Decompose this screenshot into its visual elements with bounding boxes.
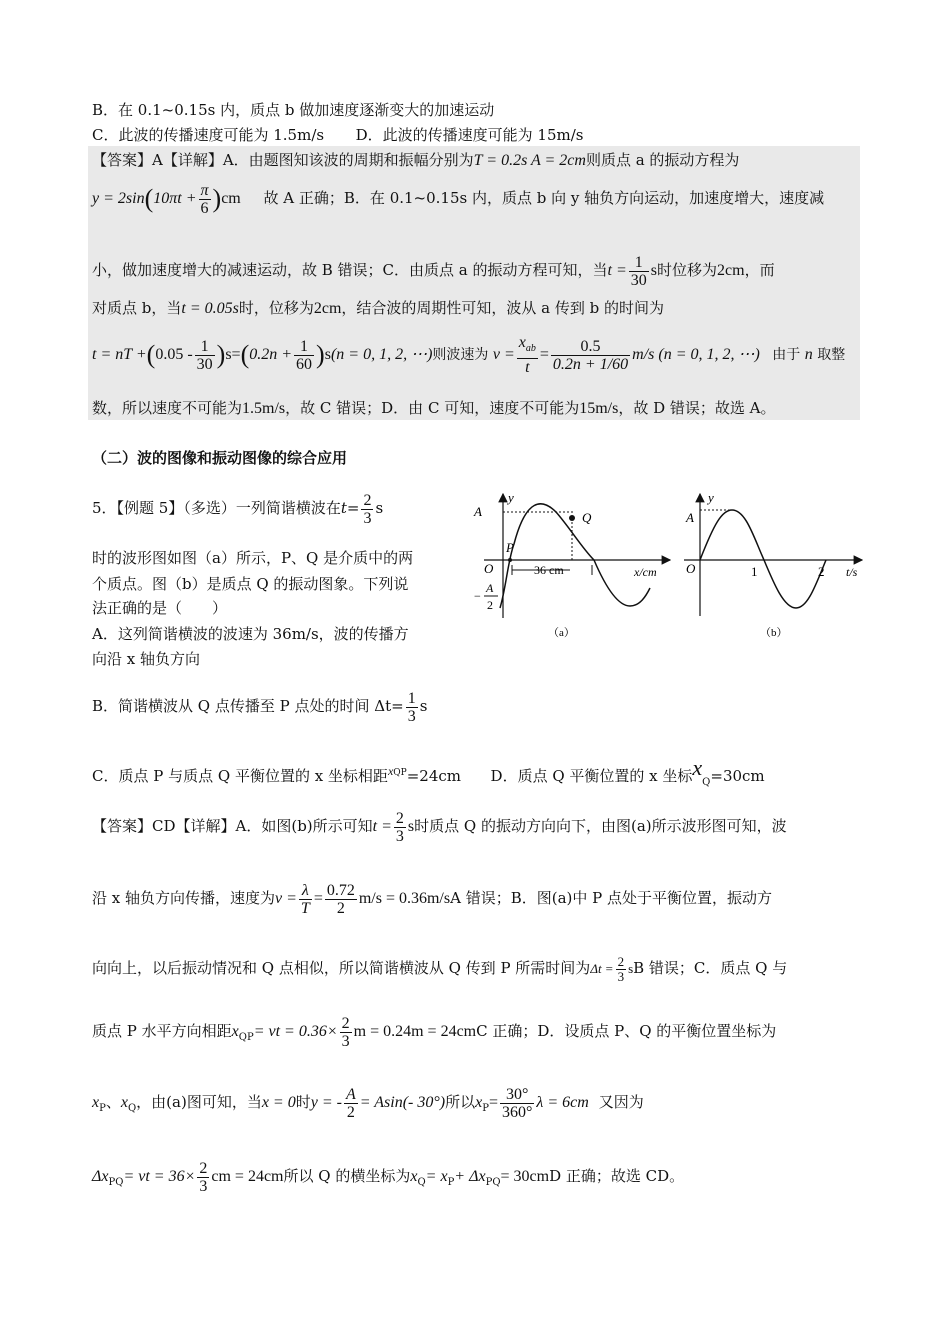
origin-label-b: O	[686, 561, 696, 576]
equation-part: t = nT +	[92, 346, 147, 363]
subscript: ab	[525, 343, 536, 355]
p-label: P	[506, 540, 514, 555]
equation-part: = vt = 0.36×	[253, 1023, 338, 1040]
equation-part: x	[92, 1094, 100, 1111]
fraction-denominator: 3	[407, 707, 416, 725]
origin-label: O	[484, 561, 494, 576]
equation-part: =24cm	[406, 767, 461, 785]
subscript: P	[99, 1103, 106, 1114]
fraction	[325, 882, 357, 917]
subscript: Q	[417, 1177, 426, 1188]
answer5-text: 时	[295, 1093, 311, 1111]
equation-part: 0.2n +	[249, 346, 293, 363]
equation-part: x	[475, 1094, 483, 1111]
fraction-denominator: 2	[346, 1103, 355, 1121]
point-q	[569, 515, 575, 521]
equation-part: λ = 6cm	[536, 1094, 589, 1111]
option-text: B．简谐横波从 Q 点传播至 P 点处的时间 Δt=	[92, 697, 404, 715]
equation-part: = vt = 36×	[123, 1168, 196, 1185]
equation-part: x	[387, 764, 394, 778]
fraction-numerator: 2	[617, 953, 625, 969]
equation-part: t =	[607, 262, 627, 279]
figure-a	[473, 490, 670, 639]
figure-svg	[470, 488, 870, 648]
fraction-numerator: 2	[341, 1014, 350, 1032]
answer4-text: 故 A 正确；B．在 0.1~0.15s 内，质点 b 向 y 轴负方向运动，加速度增大，速度减	[263, 189, 825, 207]
equation-part: =	[539, 346, 549, 363]
answer5-text: 沿 x 轴负方向传播，速度为	[92, 889, 275, 907]
fraction-denominator: 360°	[502, 1103, 533, 1121]
equation-part: v =	[275, 890, 297, 907]
fraction-numerator: 0.5	[551, 338, 630, 356]
paren: )	[212, 184, 222, 213]
equation-part: m = 0.24m = 24cm	[353, 1023, 477, 1040]
answer5-text: 、	[105, 1093, 121, 1111]
equation-part: s	[375, 499, 384, 517]
answer4-text: 对质点 b，当	[92, 299, 182, 317]
prev-options-cd	[92, 125, 584, 145]
equation-part: s	[419, 697, 428, 715]
equation-part: =	[488, 1094, 498, 1111]
equation-part: Δt =	[590, 961, 614, 976]
equation-part: x = 0	[261, 1094, 296, 1111]
answer5-text: 向向上，以后振动情况和 Q 点相似，所以简谐横波从 Q 传到 P 所需时间为	[92, 959, 591, 977]
equation-part: 2cm	[717, 262, 745, 279]
equation-part: = x	[425, 1168, 448, 1185]
equation-part: m/s (n = 0, 1, 2, ⋯)	[632, 346, 760, 363]
equation-part: x	[231, 1023, 239, 1040]
fraction-numerator: 1	[195, 338, 215, 356]
fraction	[299, 882, 312, 917]
equation-part: =	[346, 499, 360, 517]
fraction-numerator: π	[200, 181, 209, 199]
span-label: 36 cm	[534, 563, 564, 577]
answer5-line6	[92, 1150, 684, 1209]
figure-b	[684, 490, 862, 639]
equation-part: s=	[225, 346, 241, 363]
equation-part: s	[407, 818, 415, 835]
subscript: PQ	[485, 1177, 501, 1188]
fraction-denominator: 3	[341, 1032, 350, 1050]
equation-part: n	[804, 346, 813, 363]
answer4-text: 由于	[772, 347, 801, 363]
answer5-line2	[92, 872, 772, 925]
answer5-line1	[92, 800, 787, 853]
caption-a: （a）	[548, 627, 575, 639]
answer4-text: ，而	[744, 261, 775, 279]
answer5-text: B 错误；C．质点 Q 与	[633, 959, 788, 977]
equation-part: 2cm	[313, 300, 342, 317]
answer5-line4	[92, 1008, 776, 1061]
fraction	[199, 182, 211, 217]
neg-sign: −	[474, 589, 481, 603]
fraction	[629, 254, 649, 289]
example5-line2: 时的波形图如图（a）所示，P、Q 是介质中的两	[92, 549, 414, 567]
answer4-text: ，故 D 错误；故选 A。	[618, 399, 776, 417]
fraction	[195, 338, 215, 373]
option-text: C．质点 P 与质点 Q 平衡位置的 x 坐标相距	[92, 767, 388, 785]
equation-part: cm	[221, 190, 241, 207]
answer5-text: 【答案】CD【详解】A．如图(b)所示可知	[92, 817, 373, 835]
answer5-text: 质点 P 水平方向相距	[92, 1022, 232, 1040]
example5-option-cd	[92, 755, 765, 793]
answer5-text: 时质点 Q 的振动方向向下，由图(a)所示波形图可知，波	[414, 817, 787, 835]
equation-part: y = 2sin	[92, 190, 145, 207]
x-axis-label: x/cm	[634, 565, 657, 579]
fraction-numerator: 2	[363, 491, 372, 509]
answer4-math: T = 0.2s A = 2cm	[473, 152, 586, 169]
equation-part: = 30cm	[500, 1168, 550, 1185]
fraction-denominator: 6	[200, 199, 209, 217]
subscript: Q	[702, 777, 711, 788]
paren: )	[316, 340, 325, 369]
wave-figures	[470, 488, 870, 648]
fraction-denominator: 0.2n + 1/60	[552, 355, 629, 373]
equation-part: cm = 24cm	[211, 1168, 284, 1185]
equation-part: x	[120, 1094, 128, 1111]
tick-label-2: 2	[818, 564, 825, 579]
fraction-denominator: 2	[336, 899, 345, 917]
answer4-text: 取整	[817, 347, 846, 363]
answer4-line1	[92, 150, 739, 171]
answer4-line6	[92, 398, 776, 419]
fraction-denominator: 3	[395, 827, 404, 845]
fraction-numerator: A	[345, 1085, 356, 1103]
answer4-text: 小，做加速度增大的减速运动，故 B 错误；C．由质点 a 的振动方程可知，当	[92, 261, 608, 279]
equation-part: 1.5m/s	[242, 400, 286, 417]
answer5-text: 又因为	[598, 1093, 644, 1111]
equation-part: 10πt +	[153, 190, 197, 207]
t-axis-label: t/s	[846, 565, 858, 579]
answer4-text: 【答案】A【详解】A．由题图知该波的周期和振幅分别为	[92, 151, 474, 169]
fraction	[344, 1086, 358, 1121]
fraction	[406, 690, 418, 725]
answer5-line5	[92, 1076, 644, 1135]
vibration-curve	[700, 510, 826, 608]
y-axis-label-b: y	[708, 490, 714, 505]
equation-part: = Asin(- 30°)	[359, 1094, 446, 1111]
answer5-text: A 错误；B．图(a)中 P 点处于平衡位置，振动方	[450, 889, 773, 907]
question-text: 5．【例题 5】（多选）一列简谐横波在	[92, 499, 341, 517]
subscript: P	[447, 1177, 455, 1188]
fraction-denominator: t	[525, 358, 530, 376]
answer4-line3	[92, 250, 775, 291]
equation-part: + Δx	[454, 1168, 486, 1185]
equation-part: t =	[372, 818, 392, 835]
y-axis-label: y	[508, 490, 514, 505]
fraction-numerator: 30°	[500, 1086, 534, 1104]
fraction-numerator: 1	[629, 254, 649, 272]
paren: (	[144, 184, 154, 213]
option-text: D．质点 Q 平衡位置的 x 坐标	[490, 767, 693, 785]
equation-part: s	[324, 346, 331, 363]
tick-label-1: 1	[751, 564, 758, 579]
answer5-text: ，由(a)图可知，当	[136, 1093, 262, 1111]
equation-part: 15m/s	[579, 400, 619, 417]
equation-part: =30cm	[710, 767, 765, 785]
prev-option-b: B．在 0.1~0.15s 内，质点 b 做加速度逐渐变大的加速运动	[92, 101, 495, 119]
equation-part: =	[313, 890, 323, 907]
equation-part: x	[692, 755, 703, 780]
answer4-text: 数，所以速度不可能为	[92, 399, 243, 417]
paren: (	[240, 340, 250, 369]
neg-amp-num: A	[486, 581, 494, 595]
fraction-denominator: 60	[296, 355, 313, 373]
answer4-text: ，故 C 错误；D．由 C 可知，速度不可能为	[285, 399, 580, 417]
fraction-numerator: x	[518, 334, 526, 352]
subscript: QP	[393, 768, 407, 778]
example5-option-a-line2: 向沿 x 轴负方向	[92, 650, 200, 668]
equation-part: (n = 0, 1, 2, ⋯)	[330, 346, 433, 363]
equation-part: v =	[492, 346, 515, 363]
equation-part: x	[410, 1168, 418, 1185]
answer4-text: 时位移为	[657, 261, 718, 279]
answer4-text: 则波速为	[432, 347, 489, 363]
equation-part: 0.05 -	[155, 346, 193, 363]
fraction	[197, 1160, 209, 1195]
answer4-text: ，结合波的周期性可知，波从 a 传到 b 的时间为	[341, 299, 665, 317]
answer5-text: C 正确；D．设质点 P、Q 的平衡位置坐标为	[476, 1022, 777, 1040]
example5-option-b	[92, 688, 427, 725]
example5-line1	[92, 490, 383, 527]
fraction-denominator: 3	[617, 968, 625, 984]
subscript: P	[482, 1103, 489, 1114]
fraction	[294, 338, 314, 373]
subscript: QP	[238, 1032, 254, 1043]
fraction-numerator: 2	[199, 1159, 208, 1177]
example5-line4: 法正确的是（ ）	[92, 599, 228, 617]
equation-part: t = 0.05s	[181, 300, 239, 317]
subscript: PQ	[108, 1177, 124, 1188]
example5-option-a-line1: A．这列简谐横波的波速为 36m/s，波的传播方	[92, 625, 409, 643]
equation-part: y = -	[310, 1094, 342, 1111]
fraction-denominator: 3	[199, 1177, 208, 1195]
caption-b: （b）	[760, 627, 788, 639]
fraction	[394, 810, 406, 845]
fraction-denominator: 30	[196, 355, 213, 373]
subscript: Q	[127, 1103, 137, 1114]
neg-amp-den: 2	[487, 598, 493, 612]
fraction	[517, 334, 538, 375]
equation-part: s	[628, 961, 634, 976]
answer4-line5	[92, 330, 845, 380]
answer4-line4	[92, 298, 664, 319]
fraction-numerator: 2	[395, 809, 404, 827]
answer5-text: D 正确；故选 CD。	[549, 1167, 685, 1185]
answer4-text: 时，位移为	[238, 299, 314, 317]
paren: (	[146, 340, 156, 369]
example5-line3: 个质点。图（b）是质点 Q 的振动图象。下列说	[92, 575, 409, 593]
fraction-numerator: 0.72	[326, 881, 355, 899]
point-p	[508, 558, 512, 562]
amplitude-label-b: A	[686, 510, 694, 525]
prev-option-c: C．此波的传播速度可能为 1.5m/s	[92, 126, 325, 144]
fraction-denominator: T	[300, 899, 310, 917]
equation-part: m/s = 0.36m/s	[358, 890, 451, 907]
answer4-line2	[92, 178, 824, 219]
fraction	[340, 1015, 352, 1050]
answer5-text: 所以	[445, 1093, 476, 1111]
waveform-curve	[500, 504, 650, 608]
answer4-text: 则质点 a 的振动方程为	[585, 151, 740, 169]
equation-part: t	[340, 499, 347, 517]
fraction-numerator: 1	[294, 338, 314, 356]
fraction	[500, 1086, 534, 1121]
section-title: （二）波的图像和振动图像的综合应用	[92, 449, 348, 467]
fraction-denominator: 3	[363, 509, 372, 527]
equation-part: s	[650, 262, 658, 279]
q-label: Q	[582, 510, 592, 525]
fraction-denominator: 30	[630, 271, 647, 289]
equation-part: Δx	[92, 1168, 109, 1185]
fraction-numerator: 1	[407, 689, 416, 707]
fraction	[551, 338, 630, 373]
answer5-line3	[92, 948, 787, 989]
fraction	[361, 492, 373, 527]
prev-option-d: D．此波的传播速度可能为 15m/s	[355, 126, 584, 144]
fraction-numerator: λ	[299, 882, 312, 900]
fraction	[616, 955, 627, 984]
answer5-text: 所以 Q 的横坐标为	[283, 1167, 411, 1185]
amplitude-label: A	[474, 504, 482, 519]
paren: )	[216, 340, 226, 369]
